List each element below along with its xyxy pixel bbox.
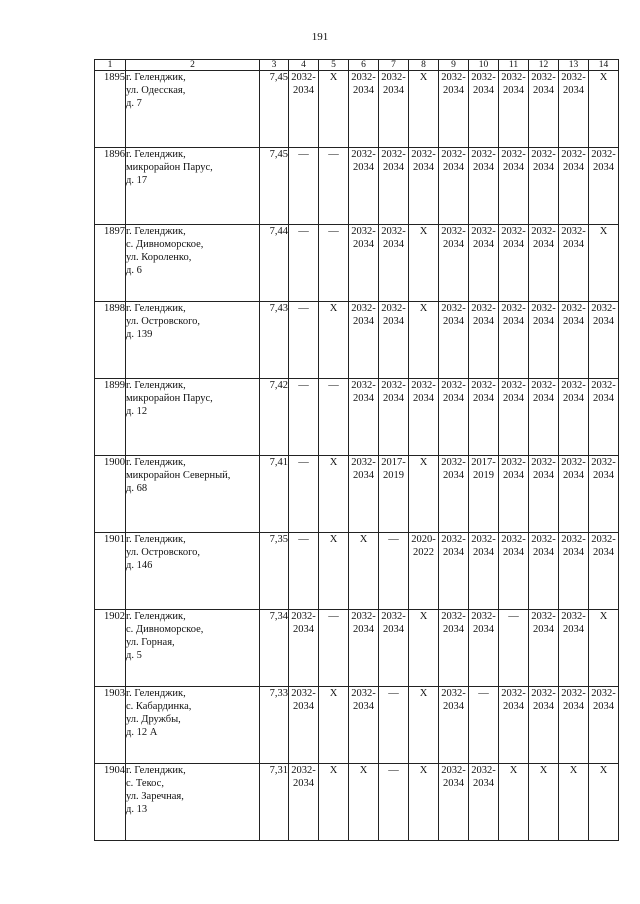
score-cell: 7,44 (260, 225, 289, 302)
period-cell: 2032- 2034 (499, 533, 529, 610)
period-cell: 2032- 2034 (499, 225, 529, 302)
period-cell: — (289, 456, 319, 533)
period-cell: X (409, 302, 439, 379)
period-cell: 2032- 2034 (499, 379, 529, 456)
score-cell: 7,35 (260, 533, 289, 610)
period-cell: 2017- 2019 (469, 456, 499, 533)
table-row (95, 764, 619, 841)
period-cell: 2032- 2034 (379, 71, 409, 148)
period-cell: 2032- 2034 (379, 148, 409, 225)
period-cell: 2032- 2034 (379, 302, 409, 379)
score-cell: 7,31 (260, 764, 289, 841)
period-cell: 2032- 2034 (499, 687, 529, 764)
period-cell: 2032- 2034 (439, 379, 469, 456)
period-cell: 2032- 2034 (349, 71, 379, 148)
period-cell: 2032- 2034 (349, 610, 379, 687)
period-cell: — (319, 610, 349, 687)
period-cell: 2032- 2034 (349, 456, 379, 533)
column-number-cell: 12 (529, 60, 559, 71)
period-cell: X (589, 764, 619, 841)
table-row (95, 456, 619, 533)
period-cell: 2032- 2034 (349, 225, 379, 302)
period-cell: 2032- 2034 (589, 533, 619, 610)
column-number-cell: 1 (95, 60, 126, 71)
address-cell: г. Геленджик, ул. Островского, д. 139 (126, 302, 260, 379)
period-cell: 2032- 2034 (379, 379, 409, 456)
period-cell: 2032- 2034 (469, 71, 499, 148)
score-cell: 7,33 (260, 687, 289, 764)
column-number-cell: 4 (289, 60, 319, 71)
period-cell: 2032- 2034 (529, 687, 559, 764)
period-cell: 2032- 2034 (529, 225, 559, 302)
period-cell: X (559, 764, 589, 841)
period-cell: 2032- 2034 (289, 71, 319, 148)
address-cell: г. Геленджик, микрорайон Парус, д. 12 (126, 379, 260, 456)
period-cell: 2032- 2034 (559, 148, 589, 225)
period-cell: — (319, 379, 349, 456)
period-cell: — (319, 225, 349, 302)
period-cell: — (379, 764, 409, 841)
period-cell: 2032- 2034 (439, 764, 469, 841)
score-cell: 7,45 (260, 148, 289, 225)
period-cell: — (469, 687, 499, 764)
period-cell: X (319, 71, 349, 148)
period-cell: 2032- 2034 (409, 379, 439, 456)
address-cell: г. Геленджик, микрорайон Парус, д. 17 (126, 148, 260, 225)
column-number-cell: 5 (319, 60, 349, 71)
period-cell: 2032- 2034 (529, 379, 559, 456)
column-number-cell: 3 (260, 60, 289, 71)
column-number-row (95, 60, 619, 71)
table-row (95, 533, 619, 610)
period-cell: 2032- 2034 (559, 225, 589, 302)
row-number-cell: 1898 (95, 302, 126, 379)
table-row (95, 225, 619, 302)
period-cell: 2032- 2034 (589, 302, 619, 379)
period-cell: 2032- 2034 (589, 379, 619, 456)
period-cell: 2032- 2034 (529, 456, 559, 533)
row-number-cell: 1904 (95, 764, 126, 841)
period-cell: 2032- 2034 (529, 302, 559, 379)
period-cell: X (499, 764, 529, 841)
period-cell: 2032- 2034 (379, 610, 409, 687)
table-row (95, 302, 619, 379)
period-cell: 2032- 2034 (289, 764, 319, 841)
period-cell: X (409, 610, 439, 687)
address-cell: г. Геленджик, с. Дивноморское, ул. Короленко, д. 6 (126, 225, 260, 302)
period-cell: 2032- 2034 (559, 71, 589, 148)
table-row (95, 687, 619, 764)
address-cell: г. Геленджик, микрорайон Северный, д. 68 (126, 456, 260, 533)
period-cell: 2032- 2034 (349, 302, 379, 379)
period-cell: 2032- 2034 (439, 302, 469, 379)
period-cell: 2032- 2034 (439, 225, 469, 302)
period-cell: 2032- 2034 (289, 687, 319, 764)
period-cell: X (349, 764, 379, 841)
row-number-cell: 1901 (95, 533, 126, 610)
period-cell: 2032- 2034 (529, 148, 559, 225)
period-cell: 2032- 2034 (559, 533, 589, 610)
period-cell: X (319, 687, 349, 764)
column-number-cell: 13 (559, 60, 589, 71)
period-cell: — (289, 302, 319, 379)
period-cell: — (289, 379, 319, 456)
table-row (95, 71, 619, 148)
score-cell: 7,45 (260, 71, 289, 148)
period-cell: 2032- 2034 (349, 148, 379, 225)
period-cell: X (409, 456, 439, 533)
period-cell: 2032- 2034 (499, 71, 529, 148)
score-cell: 7,42 (260, 379, 289, 456)
period-cell: 2032- 2034 (469, 610, 499, 687)
table-row (95, 148, 619, 225)
period-cell: 2032- 2034 (529, 610, 559, 687)
period-cell: X (589, 71, 619, 148)
period-cell: 2032- 2034 (439, 533, 469, 610)
period-cell: 2032- 2034 (529, 533, 559, 610)
score-cell: 7,41 (260, 456, 289, 533)
column-number-cell: 14 (589, 60, 619, 71)
period-cell: — (289, 533, 319, 610)
table-row (95, 610, 619, 687)
period-cell: 2032- 2034 (559, 302, 589, 379)
period-cell: — (289, 225, 319, 302)
period-cell: 2032- 2034 (439, 71, 469, 148)
period-cell: 2032- 2034 (289, 610, 319, 687)
address-cell: г. Геленджик, с. Кабардинка, ул. Дружбы, д. 12 А (126, 687, 260, 764)
period-cell: 2032- 2034 (559, 687, 589, 764)
period-cell: 2032- 2034 (499, 456, 529, 533)
period-cell: 2032- 2034 (349, 687, 379, 764)
row-number-cell: 1895 (95, 71, 126, 148)
period-cell: X (319, 533, 349, 610)
column-number-cell: 2 (126, 60, 260, 71)
period-cell: X (409, 225, 439, 302)
period-cell: 2032- 2034 (559, 456, 589, 533)
period-cell: X (529, 764, 559, 841)
period-cell: 2032- 2034 (439, 456, 469, 533)
column-number-cell: 10 (469, 60, 499, 71)
period-cell: — (289, 148, 319, 225)
period-cell: X (319, 302, 349, 379)
period-cell: 2032- 2034 (409, 148, 439, 225)
period-cell: 2032- 2034 (439, 148, 469, 225)
period-cell: 2032- 2034 (589, 148, 619, 225)
period-cell: X (349, 533, 379, 610)
score-cell: 7,43 (260, 302, 289, 379)
period-cell: X (589, 610, 619, 687)
page-number: 191 (311, 31, 329, 43)
column-number-cell: 9 (439, 60, 469, 71)
row-number-cell: 1897 (95, 225, 126, 302)
housing-register-table (94, 59, 619, 841)
period-cell: 2032- 2034 (559, 610, 589, 687)
table-row (95, 379, 619, 456)
period-cell: 2032- 2034 (439, 687, 469, 764)
period-cell: 2032- 2034 (349, 379, 379, 456)
period-cell: — (379, 533, 409, 610)
row-number-cell: 1900 (95, 456, 126, 533)
period-cell: 2032- 2034 (559, 379, 589, 456)
period-cell: — (499, 610, 529, 687)
row-number-cell: 1903 (95, 687, 126, 764)
column-number-cell: 11 (499, 60, 529, 71)
address-cell: г. Геленджик, с. Дивноморское, ул. Горная, д. 5 (126, 610, 260, 687)
address-cell: г. Геленджик, ул. Островского, д. 146 (126, 533, 260, 610)
period-cell: 2032- 2034 (469, 764, 499, 841)
period-cell: 2032- 2034 (499, 148, 529, 225)
period-cell: 2032- 2034 (469, 533, 499, 610)
address-cell: г. Геленджик, ул. Одесская, д. 7 (126, 71, 260, 148)
period-cell: 2017- 2019 (379, 456, 409, 533)
address-cell: г. Геленджик, с. Текос, ул. Заречная, д. 13 (126, 764, 260, 841)
period-cell: — (319, 148, 349, 225)
row-number-cell: 1899 (95, 379, 126, 456)
period-cell: X (319, 764, 349, 841)
period-cell: X (409, 71, 439, 148)
column-number-cell: 8 (409, 60, 439, 71)
period-cell: 2032- 2034 (589, 687, 619, 764)
row-number-cell: 1896 (95, 148, 126, 225)
period-cell: 2032- 2034 (469, 148, 499, 225)
period-cell: — (379, 687, 409, 764)
period-cell: X (409, 764, 439, 841)
period-cell: X (589, 225, 619, 302)
period-cell: 2032- 2034 (469, 379, 499, 456)
period-cell: 2032- 2034 (469, 302, 499, 379)
row-number-cell: 1902 (95, 610, 126, 687)
column-number-cell: 6 (349, 60, 379, 71)
period-cell: 2032- 2034 (529, 71, 559, 148)
period-cell: 2020- 2022 (409, 533, 439, 610)
period-cell: 2032- 2034 (379, 225, 409, 302)
column-number-cell: 7 (379, 60, 409, 71)
period-cell: 2032- 2034 (589, 456, 619, 533)
period-cell: 2032- 2034 (499, 302, 529, 379)
period-cell: 2032- 2034 (469, 225, 499, 302)
period-cell: X (319, 456, 349, 533)
period-cell: X (409, 687, 439, 764)
score-cell: 7,34 (260, 610, 289, 687)
period-cell: 2032- 2034 (439, 610, 469, 687)
